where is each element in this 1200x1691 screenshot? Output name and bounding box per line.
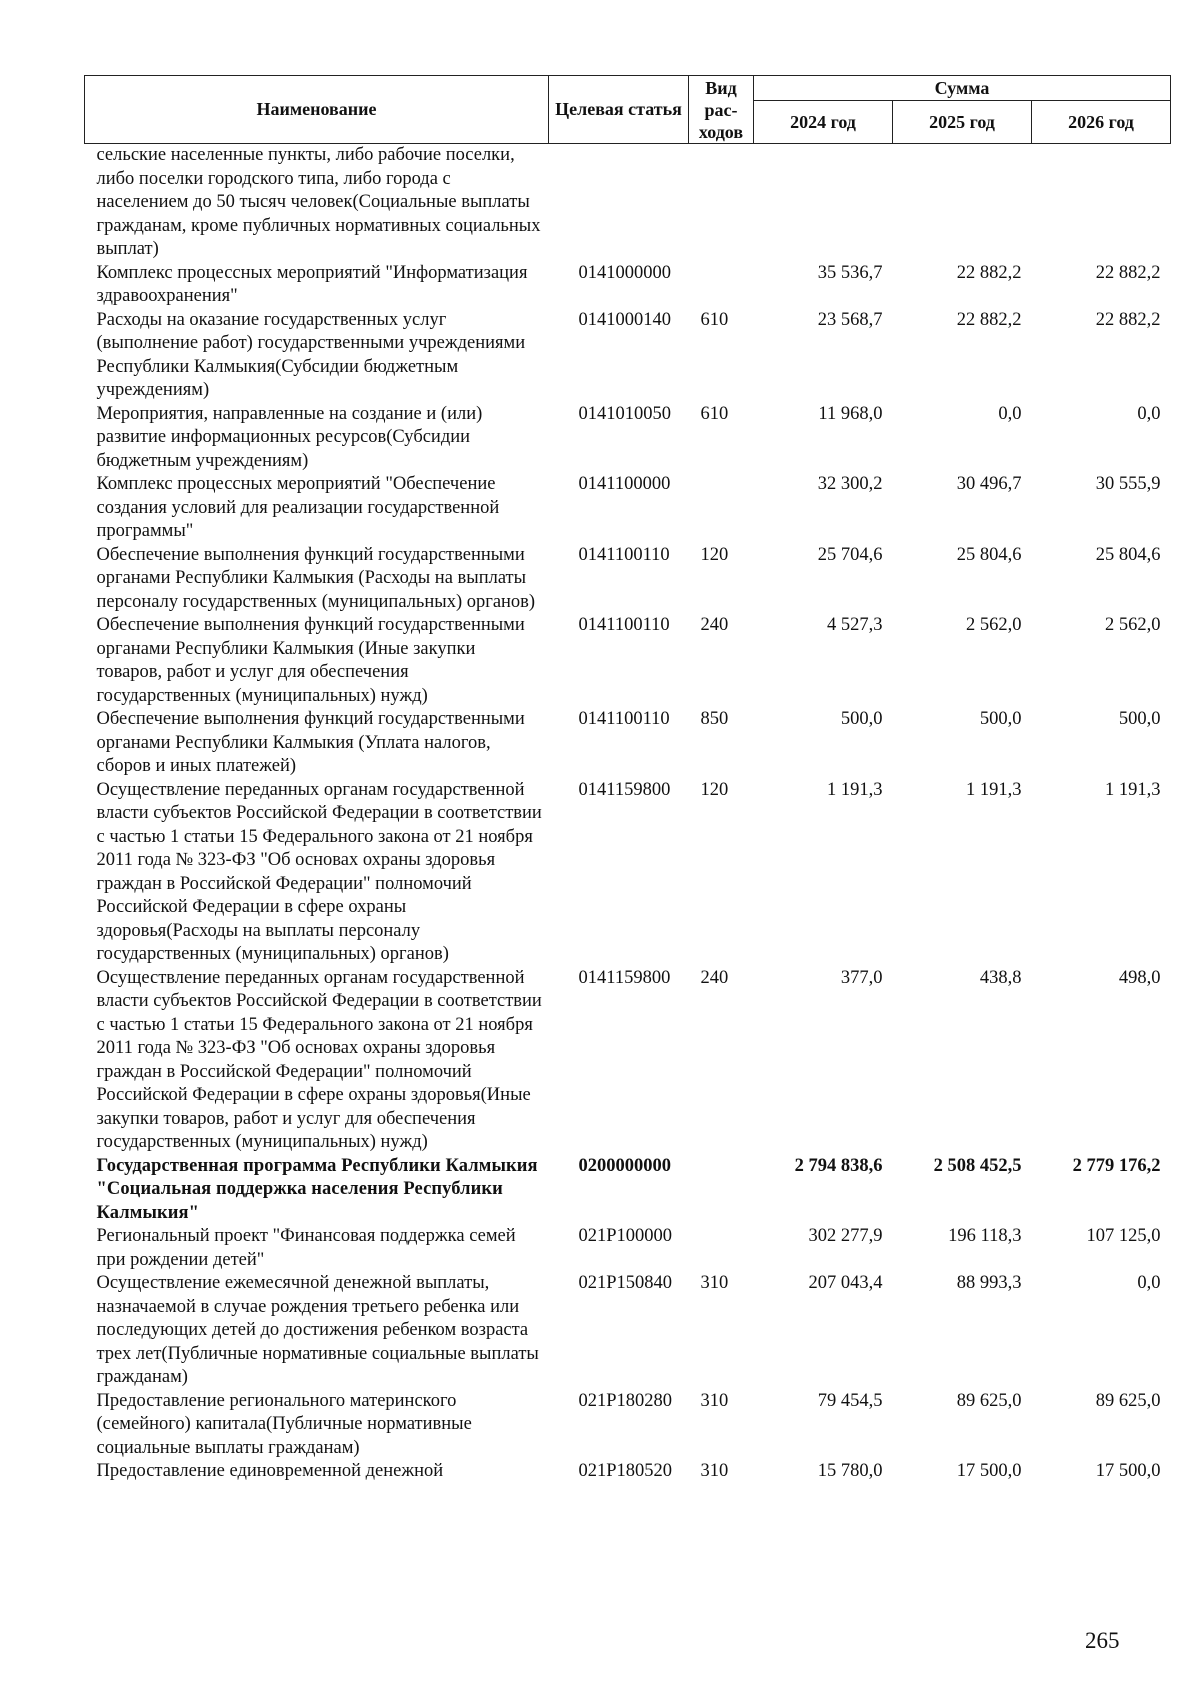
row-expense-type: 120 — [700, 544, 729, 565]
header-expense-type: Вид рас-ходов — [689, 76, 754, 144]
row-sum-2026: 1 191,3 — [1105, 779, 1161, 800]
row-target-article: 0141100000 — [578, 474, 671, 494]
row-sum-2026: 17 500,0 — [1095, 1461, 1161, 1481]
header-target-article: Целевая статья — [549, 76, 689, 144]
row-target-article: 021P100000 — [578, 1226, 673, 1246]
row-target-article: 021P180280 — [578, 1390, 673, 1411]
row-expense-type: 610 — [700, 309, 729, 330]
row-target-article: 0141100110 — [578, 615, 670, 635]
row-sum-2024: 500,0 — [840, 709, 883, 729]
row-sum-2026: 22 882,2 — [1095, 309, 1161, 330]
row-sum-2025: 30 496,7 — [956, 474, 1022, 494]
table-row — [85, 309, 1171, 403]
row-sum-2024 — [754, 144, 893, 262]
row-sum-2024: 79 454,5 — [817, 1390, 883, 1411]
table-row — [85, 473, 1171, 544]
row-name: Осуществление ежемесячной денежной выплаты, назначаемой в случае рождения третьего ребенка или последующих детей до достижения ребенком возраста трех лет(Публичные нормативные социальные выплаты гражданам) — [96, 1273, 539, 1387]
row-sum-2025: 1 191,3 — [966, 779, 1022, 800]
row-sum-2024: 35 536,7 — [817, 262, 883, 283]
row-sum-2025: 25 804,6 — [956, 544, 1022, 565]
row-target-article: 0141100110 — [578, 709, 670, 729]
row-expense-type: 310 — [700, 1390, 729, 1411]
row-name: Осуществление переданных органам государственной власти субъектов Российской Федерации в соответствии с частью 1 статьи 15 Федерального закона от 21 ноября 2011 года № 323-ФЗ "Об основах охраны здоровья граждан в Российской Федерации" полномочий Российской Федерации в сфере охраны здоровья(Расходы на выплаты персоналу государственных (муниципальных) органов) — [96, 779, 542, 964]
row-sum-2026: 2 779 176,2 — [1072, 1155, 1161, 1176]
row-sum-2024: 377,0 — [840, 967, 883, 988]
table-row — [85, 1225, 1171, 1272]
row-name: сельские населенные пункты, либо рабочие поселки, либо поселки городского типа, либо города с населением до 50 тысяч человек(Социальные выплаты гражданам, кроме публичных нормативных социальных выплат) — [96, 145, 541, 259]
row-target-article: 021P150840 — [578, 1273, 673, 1293]
table-row — [85, 1155, 1171, 1226]
row-sum-2024: 302 277,9 — [808, 1226, 883, 1246]
row-sum-2025: 196 118,3 — [948, 1226, 1022, 1246]
row-target-article: 0200000000 — [578, 1155, 671, 1176]
row-name: Комплекс процессных мероприятий "Обеспечение создания условий для реализации государственной программы" — [96, 474, 500, 541]
row-sum-2024: 207 043,4 — [808, 1273, 883, 1293]
table-row — [85, 614, 1171, 708]
table-header — [85, 76, 1171, 144]
row-sum-2026 — [1032, 144, 1171, 262]
row-sum-2024: 11 968,0 — [818, 403, 883, 424]
table-row — [85, 144, 1171, 262]
row-expense-type — [689, 1155, 754, 1226]
table-row — [85, 1272, 1171, 1390]
row-target-article: 0141159800 — [578, 779, 671, 800]
header-name: Наименование — [85, 76, 549, 144]
row-sum-2024: 1 191,3 — [827, 779, 883, 800]
row-expense-type: 240 — [700, 967, 729, 988]
row-sum-2026: 0,0 — [1137, 403, 1161, 424]
row-name: Государственная программа Республики Калмыкия "Социальная поддержка населения Республики Калмыкия" — [96, 1155, 538, 1223]
row-sum-2024: 25 704,6 — [817, 544, 883, 565]
row-sum-2025: 2 508 452,5 — [933, 1155, 1022, 1176]
row-target-article: 0141159800 — [578, 967, 671, 988]
row-expense-type: 120 — [700, 779, 729, 800]
table-row — [85, 967, 1171, 1155]
row-sum-2024: 23 568,7 — [817, 309, 883, 330]
table-row — [85, 403, 1171, 474]
row-sum-2026: 107 125,0 — [1086, 1226, 1161, 1246]
row-name: Комплекс процессных мероприятий "Информатизация здравоохранения" — [96, 262, 528, 306]
row-expense-type — [689, 144, 754, 262]
table-row — [85, 1460, 1171, 1484]
header-sum: Сумма — [754, 76, 1171, 101]
header-year-2024: 2024 год — [754, 101, 893, 144]
row-sum-2025: 22 882,2 — [956, 262, 1022, 283]
budget-table — [84, 75, 1171, 1484]
row-sum-2025: 2 562,0 — [966, 615, 1022, 635]
row-sum-2026: 25 804,6 — [1095, 544, 1161, 565]
row-sum-2025: 88 993,3 — [956, 1273, 1022, 1293]
row-sum-2026: 22 882,2 — [1095, 262, 1161, 283]
row-target-article: 0141000140 — [578, 309, 671, 330]
row-sum-2026: 2 562,0 — [1105, 615, 1161, 635]
table-row — [85, 708, 1171, 779]
row-name: Обеспечение выполнения функций государственными органами Республики Калмыкия (Расходы на выплаты персоналу государственных (муниципальных) органов) — [96, 544, 536, 612]
row-name: Региональный проект "Финансовая поддержка семей при рождении детей" — [96, 1226, 516, 1270]
row-sum-2025: 22 882,2 — [956, 309, 1022, 330]
row-expense-type: 240 — [700, 615, 729, 635]
row-expense-type: 610 — [700, 403, 729, 424]
row-sum-2026: 30 555,9 — [1095, 474, 1161, 494]
table-row — [85, 1390, 1171, 1461]
row-target-article: 021P180520 — [578, 1461, 673, 1481]
row-sum-2024: 2 794 838,6 — [794, 1155, 883, 1176]
row-target-article: 0141010050 — [578, 403, 671, 424]
row-sum-2026: 500,0 — [1118, 709, 1161, 729]
row-name: Мероприятия, направленные на создание и (или) развитие информационных ресурсов(Субсидии бюджетным учреждениям) — [96, 403, 483, 471]
header-year-2026: 2026 год — [1032, 101, 1171, 144]
row-target-article: 0141100110 — [578, 544, 670, 565]
row-expense-type: 310 — [700, 1273, 729, 1293]
row-name: Предоставление единовременной денежной — [96, 1461, 444, 1481]
row-expense-type: 850 — [700, 709, 729, 729]
table-row — [85, 262, 1171, 309]
row-sum-2025 — [893, 144, 1032, 262]
row-sum-2024: 4 527,3 — [827, 615, 883, 635]
row-sum-2025: 500,0 — [979, 709, 1022, 729]
row-name: Обеспечение выполнения функций государственными органами Республики Калмыкия (Иные закупки товаров, работ и услуг для обеспечения государственных (муниципальных) нужд) — [96, 615, 525, 706]
row-name: Осуществление переданных органам государственной власти субъектов Российской Федерации в соответствии с частью 1 статьи 15 Федерального закона от 21 ноября 2011 года № 323-ФЗ "Об основах охраны здоровья граждан в Российской Федерации" полномочий Российской Федерации в сфере охраны здоровья(Иные закупки товаров, работ и услуг для обеспечения государственных (муниципальных) нужд) — [96, 967, 542, 1152]
table-row — [85, 544, 1171, 615]
row-expense-type: 310 — [700, 1461, 729, 1481]
row-sum-2026: 498,0 — [1118, 967, 1161, 988]
table-body — [85, 144, 1171, 1484]
row-name: Предоставление регионального материнского (семейного) капитала(Публичные нормативные социальные выплаты гражданам) — [96, 1390, 472, 1458]
table-row — [85, 779, 1171, 967]
row-sum-2024: 32 300,2 — [817, 474, 883, 494]
row-sum-2025: 17 500,0 — [956, 1461, 1022, 1481]
row-expense-type — [689, 1225, 754, 1272]
row-expense-type — [689, 473, 754, 544]
row-sum-2026: 0,0 — [1137, 1273, 1161, 1293]
row-name: Обеспечение выполнения функций государственными органами Республики Калмыкия (Уплата налогов, сборов и иных платежей) — [96, 709, 525, 776]
row-sum-2024: 15 780,0 — [817, 1461, 883, 1481]
page-number: 265 — [1085, 1628, 1120, 1653]
header-year-2025: 2025 год — [893, 101, 1032, 144]
row-sum-2025: 89 625,0 — [956, 1390, 1022, 1411]
row-target-article: 0141000000 — [578, 262, 671, 283]
row-sum-2025: 438,8 — [979, 967, 1022, 988]
row-sum-2026: 89 625,0 — [1095, 1390, 1161, 1411]
row-target-article — [549, 144, 689, 262]
row-sum-2025: 0,0 — [998, 403, 1022, 424]
row-name: Расходы на оказание государственных услуг (выполнение работ) государственными учреждениями Республики Калмыкия(Субсидии бюджетным учреждениям) — [96, 309, 526, 400]
row-expense-type — [689, 262, 754, 309]
